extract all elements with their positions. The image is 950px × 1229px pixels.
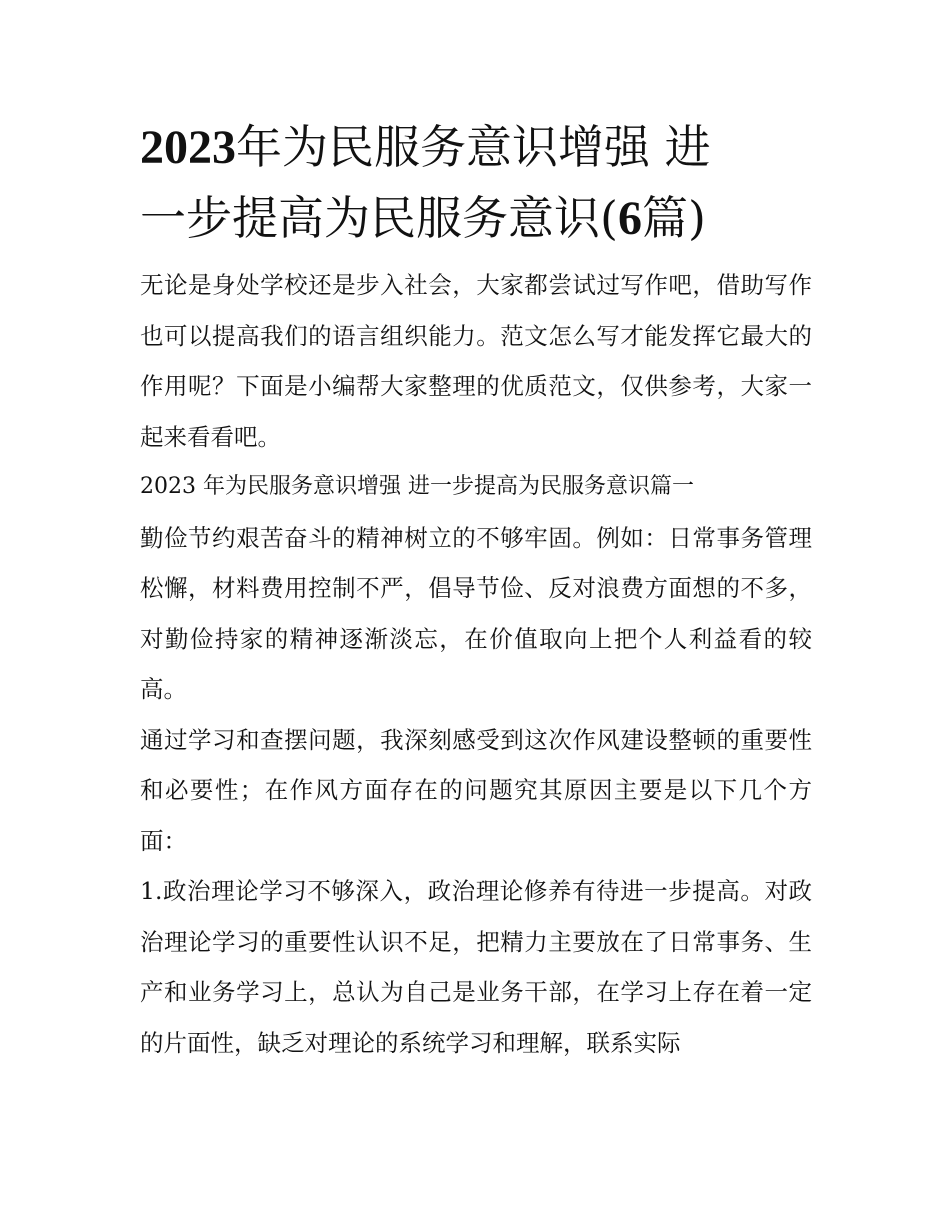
title-year: 2023	[140, 121, 236, 174]
body-paragraph-1: 勤俭节约艰苦奋斗的精神树立的不够牢固。例如：日常事务管理松懈，材料费用控制不严，倡导节俭、反对浪费方面想的不多，对勤俭持家的精神逐渐淡忘，在价值取向上把个人利益看的较高。	[140, 523, 812, 703]
document-title	[140, 112, 812, 254]
document-page	[140, 112, 812, 1068]
body-paragraph-3: 1.政治理论学习不够深入，政治理论修养有待进一步提高。对政治理论学习的重要性认识不足，把精力主要放在了日常事务、生产和业务学习上，总认为自己是业务干部，在学习上存在着一定的片面性，缺乏对理论的系统学习和理解，联系实际	[140, 877, 812, 1057]
title-line2-text: 一步提高为民服务意识(	[140, 191, 618, 245]
title-line1-text: 年为民服务意识增强 进	[236, 120, 711, 174]
body-paragraph-2: 通过学习和查摆问题，我深刻感受到这次作风建设整顿的重要性和必要性；在作风方面存在的问题究其原因主要是以下几个方面：	[140, 725, 812, 855]
title-suffix: 篇)	[641, 191, 706, 245]
section-heading: 2023 年为民服务意识增强 进一步提高为民服务意识篇一	[140, 474, 694, 499]
intro-paragraph: 无论是身处学校还是步入社会，大家都尝试过写作吧，借助写作也可以提高我们的语言组织能力。范文怎么写才能发挥它最大的作用呢？下面是小编帮大家整理的优质范文，仅供参考，大家一起来看看吧。	[140, 271, 812, 451]
title-count: 6	[617, 192, 642, 245]
